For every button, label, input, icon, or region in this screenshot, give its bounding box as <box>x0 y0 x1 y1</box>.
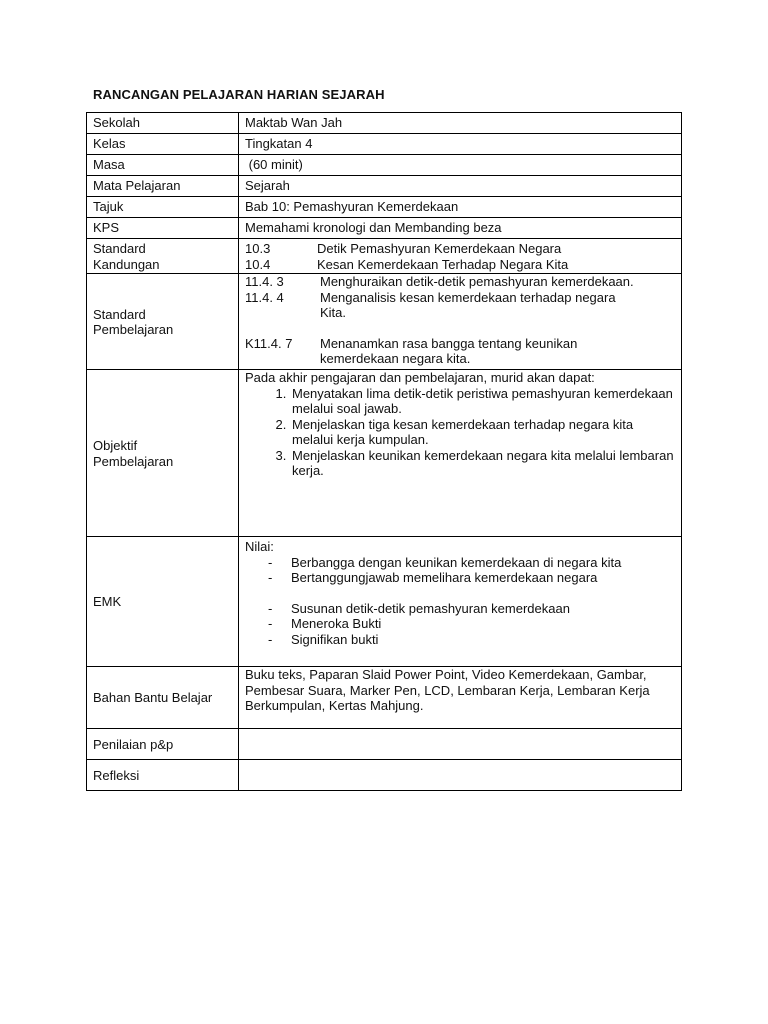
label-line: Pembelajaran <box>93 453 174 469</box>
list-item <box>245 241 675 257</box>
nilai-list <box>245 555 675 586</box>
table-row <box>87 370 682 537</box>
row-label-standard-kandungan <box>87 239 239 274</box>
table-row <box>87 218 682 239</box>
table-row <box>87 176 682 197</box>
list-item: 3. Menjelaskan keunikan kemerdekaan negara kita melalui lembaran kerja. <box>290 448 675 479</box>
row-label-penilaian: Penilaian p&p <box>87 729 239 760</box>
table-row <box>87 134 682 155</box>
row-value-emk <box>239 537 682 667</box>
item-text: Menganalisis kesan kemerdekaan terhadap negara <box>320 289 616 305</box>
row-value-objektif <box>239 370 682 537</box>
row-value-refleksi <box>239 760 682 791</box>
table-row <box>87 667 682 729</box>
list-item: 1. Menyatakan lima detik-detik peristiwa pemashyuran kemerdekaan melalui soal jawab. <box>290 386 675 417</box>
table-row <box>87 760 682 791</box>
item-code: 10.4 <box>245 256 271 272</box>
item-code: 10.3 <box>245 241 271 256</box>
row-value-standard-pembelajaran <box>239 274 682 370</box>
table-row <box>87 729 682 760</box>
document-title: RANCANGAN PELAJARAN HARIAN SEJARAH <box>93 87 385 102</box>
item-text: Kesan Kemerdekaan Terhadap Negara Kita <box>317 256 569 272</box>
row-label-sekolah: Sekolah <box>87 113 239 134</box>
table-row <box>87 239 682 274</box>
item-code: K11.4. 7 <box>245 335 293 351</box>
table-row <box>87 537 682 667</box>
table-row <box>87 274 682 370</box>
table-row <box>87 197 682 218</box>
table-row <box>87 155 682 176</box>
list-item <box>245 290 675 306</box>
label-line: Objektif <box>93 438 138 453</box>
row-label-objektif <box>87 370 239 537</box>
label-line: Standard <box>93 306 146 322</box>
dash-bullet: - <box>268 600 273 616</box>
row-value-sekolah: Maktab Wan Jah <box>239 113 682 134</box>
row-label-bahan: Bahan Bantu Belajar <box>87 667 239 729</box>
list-item <box>245 336 675 352</box>
row-label-refleksi: Refleksi <box>87 760 239 791</box>
list-item: - Bertanggungjawab memelihara kemerdekaan negara <box>268 570 598 585</box>
row-value-bahan: Buku teks, Paparan Slaid Power Point, Video Kemerdekaan, Gambar, Pembesar Suara, Marker Pen, LCD, Lembaran Kerja, Lembaran Kerja Berkumpulan, Kertas Mahjung. <box>239 667 682 729</box>
label-line: Pembelajaran <box>93 322 174 337</box>
label-line: Kandungan <box>93 256 160 272</box>
row-value-tajuk: Bab 10: Pemashyuran Kemerdekaan <box>239 197 682 218</box>
row-value-kelas: Tingkatan 4 <box>239 134 682 155</box>
row-value-penilaian <box>239 729 682 760</box>
row-label-emk: EMK <box>87 537 239 667</box>
row-label-kps: KPS <box>87 218 239 239</box>
table-row <box>87 113 682 134</box>
list-item: - Susunan detik-detik pemashyuran kemerdekaan <box>268 600 570 616</box>
objektif-intro: Pada akhir pengajaran dan pembelajaran, murid akan dapat: <box>245 370 595 385</box>
list-item: - Berbangga dengan keunikan kemerdekaan di negara kita <box>268 554 622 570</box>
objektif-list <box>245 386 675 479</box>
row-label-kelas: Kelas <box>87 134 239 155</box>
row-value-kps: Memahami kronologi dan Membanding beza <box>239 218 682 239</box>
row-value-standard-kandungan <box>239 239 682 274</box>
lesson-plan-table <box>86 112 682 791</box>
row-value-mata-pelajaran: Sejarah <box>239 176 682 197</box>
list-item: 2. Menjelaskan tiga kesan kemerdekaan terhadap negara kita melalui kerja kumpulan. <box>290 417 675 448</box>
dash-bullet: - <box>268 631 273 647</box>
list-item: - Signifikan bukti <box>268 631 379 647</box>
dash-bullet: - <box>268 570 273 585</box>
row-label-standard-pembelajaran <box>87 274 239 370</box>
item-continuation: Kita. <box>320 305 347 320</box>
dash-bullet: - <box>268 554 273 570</box>
item-code: 11.4. 3 <box>245 274 284 289</box>
item-text: Menghuraikan detik-detik pemashyuran kemerdekaan. <box>320 274 634 289</box>
item-code: 11.4. 4 <box>245 289 284 305</box>
nilai-label: Nilai: <box>245 539 274 554</box>
row-label-masa: Masa <box>87 155 239 176</box>
row-label-mata-pelajaran: Mata Pelajaran <box>87 176 239 197</box>
item-text: Detik Pemashyuran Kemerdekaan Negara <box>317 241 562 256</box>
list-item <box>245 274 675 290</box>
list-item: - Meneroka Bukti <box>268 616 382 631</box>
row-label-tajuk: Tajuk <box>87 197 239 218</box>
list-item <box>245 257 675 273</box>
item-text: Menanamkan rasa bangga tentang keunikan <box>320 335 578 351</box>
emk-list <box>245 601 675 648</box>
dash-bullet: - <box>268 616 273 631</box>
item-continuation: kemerdekaan negara kita. <box>320 351 471 366</box>
label-line: Standard <box>93 241 146 256</box>
row-value-masa: (60 minit) <box>239 155 682 176</box>
